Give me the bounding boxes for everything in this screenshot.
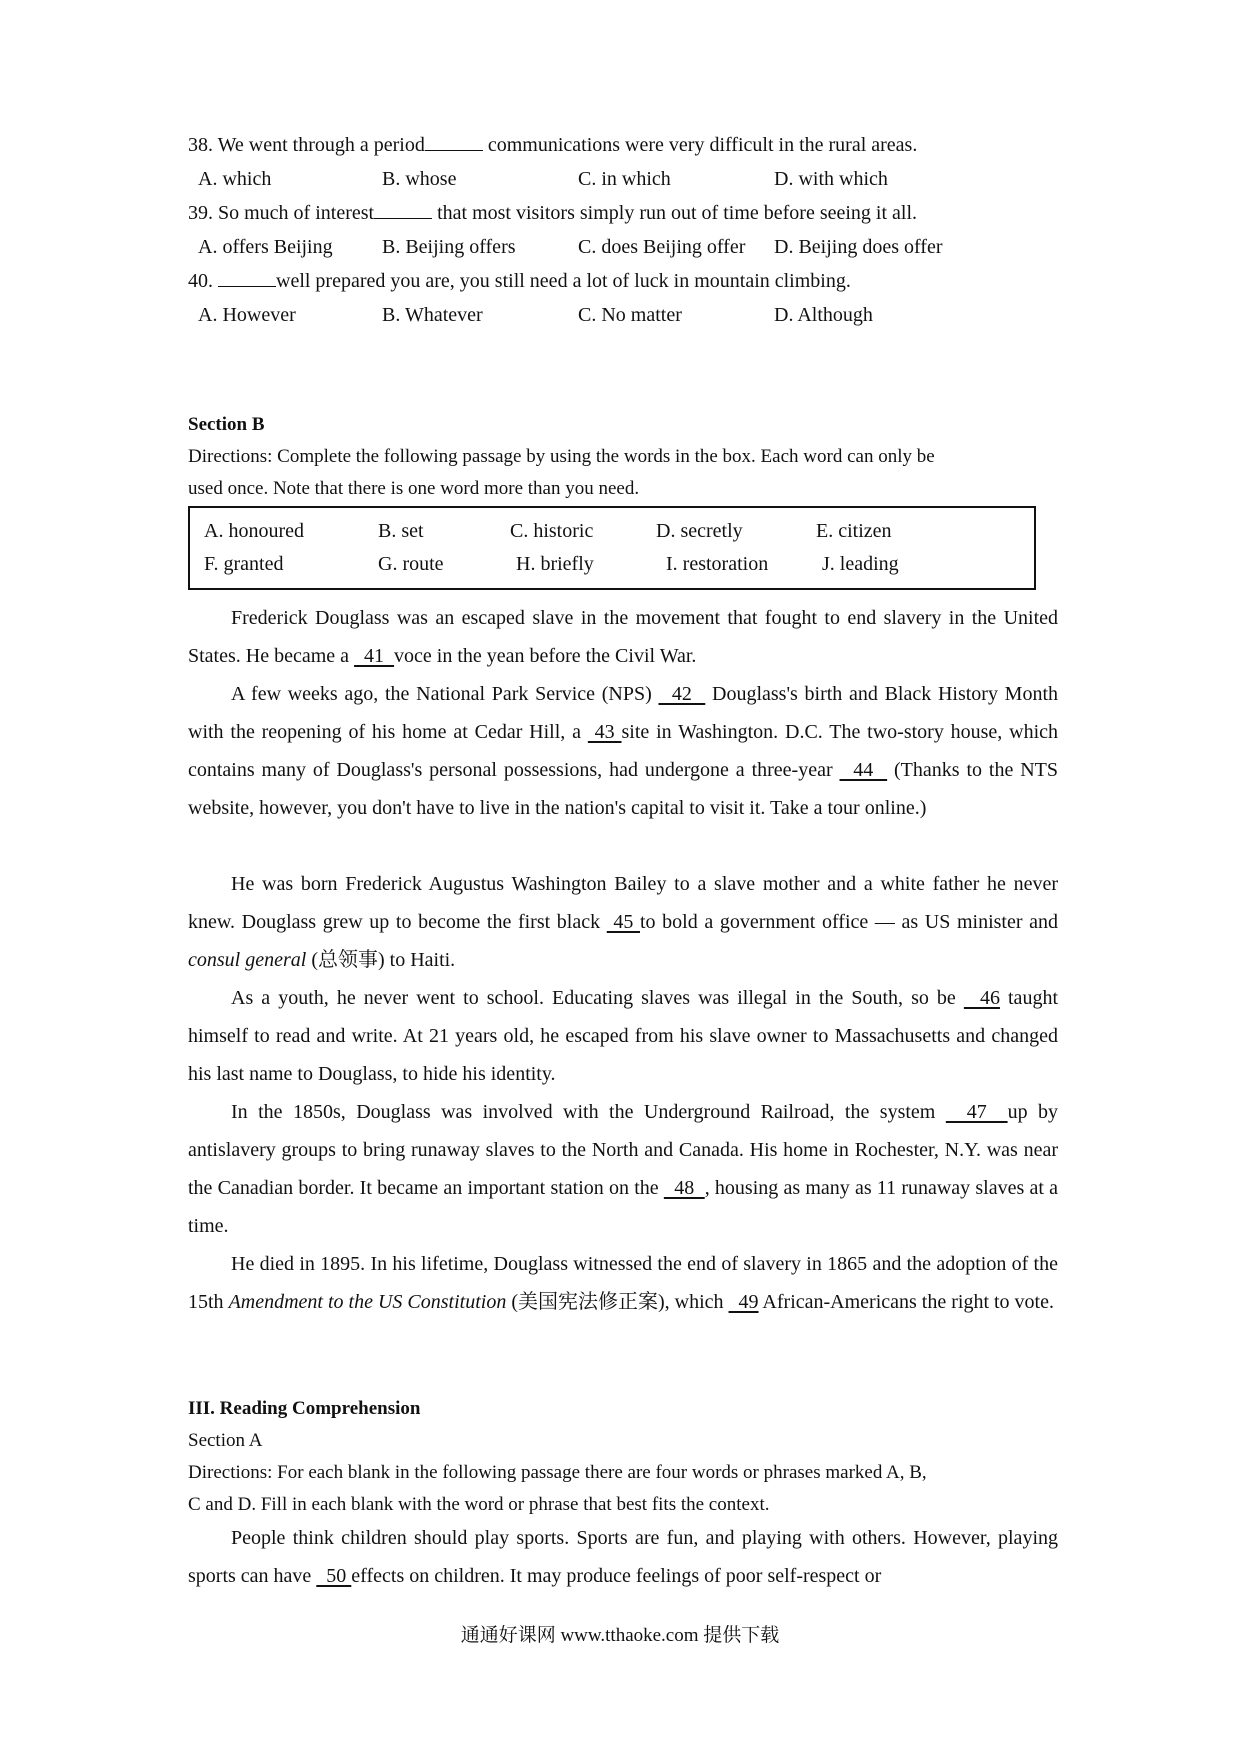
- question-text-after: that most visitors simply run out of time before seeing it all.: [432, 202, 918, 224]
- question-38: [188, 134, 917, 157]
- word-option: G. route: [378, 553, 444, 575]
- option-b: B. whose: [382, 168, 457, 190]
- passage-paragraph-4: As a youth, he never went to school. Educating slaves was illegal in the South, so be 46 taught himself to read and write. At 21 years old, he escaped from his slave owner to Massachusetts and changed his last name to Douglass, to hide his identity.: [188, 987, 1058, 1085]
- reading-paragraph-1: People think children should play sports. Sports are fun, and playing with others. However, playing sports can have 50 effects on children. It may produce feelings of poor self-respect or: [188, 1527, 1058, 1587]
- passage-paragraph-2: A few weeks ago, the National Park Service (NPS) 42 Douglass's birth and Black History Month with the reopening of his home at Cedar Hill, a 43 site in Washington. D.C. The two-story house, which contains many of Douglass's personal possessions, had undergone a three-year 44 (Thanks to the NTS website, however, you don't have to live in the nation's capital to visit it. Take a tour online.): [188, 683, 1059, 819]
- question-number: 39.: [188, 202, 213, 224]
- word-option: D. secretly: [656, 520, 743, 542]
- passage-paragraph-1: Frederick Douglass was an escaped slave in the movement that fought to end slavery in the United States. He became a 41 voce in the yean before the Civil War.: [188, 607, 1058, 667]
- question-number: 40.: [188, 270, 213, 292]
- question-text-after: well prepared you are, you still need a lot of luck in mountain climbing.: [276, 270, 851, 292]
- part-three-directions-cont: C and D. Fill in each blank with the word or phrase that best fits the context.: [188, 1494, 770, 1515]
- part-three-section: Section A: [188, 1430, 263, 1451]
- blank-49: 49: [728, 1291, 759, 1313]
- section-b-directions-cont: used once. Note that there is one word more than you need.: [188, 478, 640, 499]
- blank-41: 41: [354, 645, 395, 667]
- option-d: D. Beijing does offer: [774, 236, 943, 258]
- passage-paragraph-6: He died in 1895. In his lifetime, Douglass witnessed the end of slavery in 1865 and the adoption of the 15th Amendment to the US Constitution (美国宪法修正案), which 49 African-Americans the right to vote.: [188, 1253, 1058, 1313]
- option-b: B. Beijing offers: [382, 236, 516, 258]
- word-box: [188, 506, 1036, 590]
- part-three-title: III. Reading Comprehension: [188, 1398, 421, 1419]
- word-option: H. briefly: [516, 553, 594, 575]
- answer-blank: [374, 202, 432, 219]
- option-a: A. However: [198, 304, 296, 326]
- question-number: 38.: [188, 134, 213, 156]
- question-text-before: So much of interest: [218, 202, 375, 224]
- option-c: C. in which: [578, 168, 671, 190]
- section-b-title: Section B: [188, 414, 265, 435]
- answer-blank: [218, 270, 276, 287]
- question-text-before: We went through a period: [217, 134, 425, 156]
- page-footer: 通通好课网 www.tthaoke.com 提供下载: [460, 1625, 780, 1646]
- word-option: J. leading: [822, 553, 899, 575]
- blank-44: 44: [839, 759, 888, 781]
- word-option: C. historic: [510, 520, 594, 542]
- blank-45: 45: [606, 911, 640, 933]
- option-b: B. Whatever: [382, 304, 483, 326]
- word-option: I. restoration: [666, 553, 769, 575]
- blank-42: 42: [658, 683, 706, 705]
- option-a: A. which: [198, 168, 272, 190]
- passage-paragraph-5: In the 1850s, Douglass was involved with the Underground Railroad, the system 47 up by antislavery groups to bring runaway slaves to the North and Canada. His home in Rochester, N.Y. was near the Canadian border. It became an important station on the 48 , housing as many as 11 runaway slaves at a time.: [188, 1101, 1059, 1237]
- question-40: [188, 270, 851, 293]
- option-d: D. with which: [774, 168, 888, 190]
- blank-50: 50: [316, 1565, 352, 1587]
- option-c: C. No matter: [578, 304, 682, 326]
- option-d: D. Although: [774, 304, 873, 326]
- passage-paragraph-3: He was born Frederick Augustus Washington Bailey to a slave mother and a white father he never knew. Douglass grew up to become the first black 45 to bold a government office — as US minister and consul general (总领事) to Haiti.: [188, 873, 1059, 971]
- question-39: [188, 202, 917, 225]
- answer-blank: [425, 134, 483, 151]
- word-option: B. set: [378, 520, 424, 542]
- blank-43: 43: [587, 721, 622, 743]
- blank-47: 47: [945, 1101, 1008, 1123]
- question-text-after: communications were very difficult in the rural areas.: [482, 134, 918, 156]
- blank-46: 46: [963, 987, 1000, 1009]
- word-option: F. granted: [204, 553, 284, 575]
- option-c: C. does Beijing offer: [578, 236, 746, 258]
- section-b-directions: Directions: Complete the following passage by using the words in the box. Each word can only be: [188, 446, 935, 467]
- option-a: A. offers Beijing: [198, 236, 333, 258]
- word-option: E. citizen: [816, 520, 892, 542]
- blank-48: 48: [663, 1177, 705, 1199]
- word-option: A. honoured: [204, 520, 304, 542]
- part-three-directions: Directions: For each blank in the following passage there are four words or phrases marked A, B,: [188, 1462, 927, 1483]
